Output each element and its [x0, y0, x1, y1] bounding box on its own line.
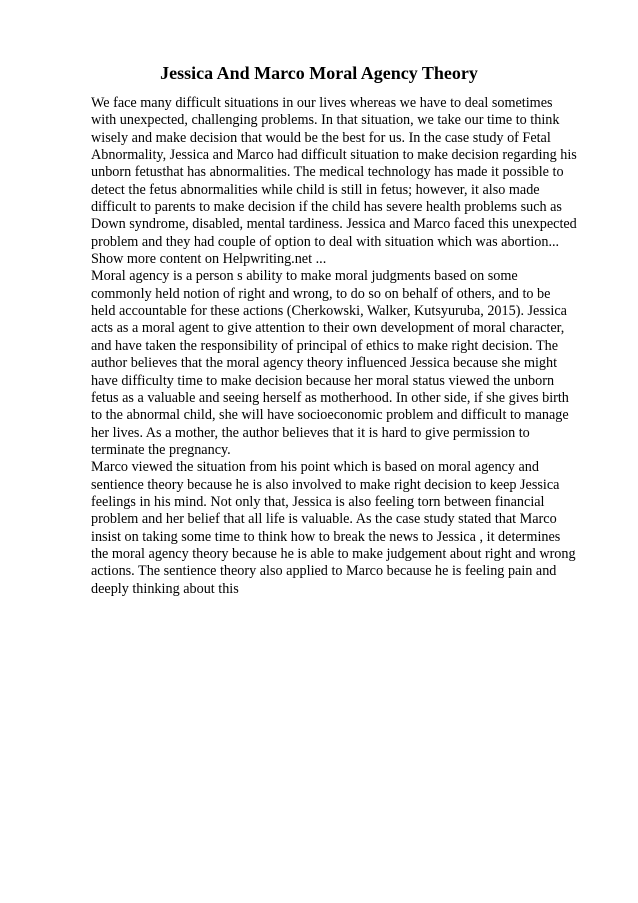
body-line: commonly held notion of right and wrong, to do so on behalf of others, and to be	[91, 285, 551, 302]
body-line: unborn fetusthat has abnormalities. The medical technology has made it possible to	[91, 164, 564, 181]
body-line: with unexpected, challenging problems. In that situation, we take our time to think	[91, 112, 560, 129]
body-line: actions. The sentience theory also applied to Marco because he is feeling pain and	[91, 563, 557, 580]
body-line: insist on taking some time to think how to break the news to Jessica , it determines	[91, 528, 561, 545]
body-line: Down syndrome, disabled, mental tardiness. Jessica and Marco faced this unexpected	[91, 216, 577, 233]
body-line: Marco viewed the situation from his point which is based on moral agency and	[91, 459, 539, 476]
body-line: problem and her belief that all life is valuable. As the case study stated that Marco	[91, 511, 557, 528]
body-line: fetus as a valuable and seeing herself as motherhood. In other side, if she gives birth	[91, 389, 569, 406]
body-line: author believes that the moral agency theory influenced Jessica because she might	[91, 355, 558, 372]
body-line: and have taken the responsibility of principal of ethics to make right decision. The	[91, 337, 559, 354]
document-body	[91, 95, 577, 598]
body-line: detect the fetus abnormalities while child is still in fetus; however, it also made	[91, 181, 540, 198]
show-more-link[interactable]: Show more content on Helpwriting.net ...	[91, 251, 327, 268]
body-line: problem and they had couple of option to deal with situation which was abortion...	[91, 233, 560, 250]
body-line: her lives. As a mother, the author believes that it is hard to give permission to	[91, 424, 530, 441]
body-line: held accountable for these actions (Cherkowski, Walker, Kutsyuruba, 2015). Jessica	[91, 303, 567, 320]
body-line: deeply thinking about this	[91, 580, 239, 597]
document-title: Jessica And Marco Moral Agency Theory	[160, 63, 478, 83]
body-line: Abnormality, Jessica and Marco had difficult situation to make decision regarding his	[91, 147, 577, 164]
body-line: sentience theory because he is also involved to make right decision to keep Jessica	[91, 476, 560, 493]
body-line: We face many difficult situations in our lives whereas we have to deal sometimes	[91, 95, 553, 111]
body-line: to the abnormal child, she will have socioeconomic problem and difficult to manage	[91, 407, 569, 424]
body-line: Moral agency is a person s ability to make moral judgments based on some	[91, 268, 518, 285]
body-line: acts as a moral agent to give attention to their own development of moral character,	[91, 320, 565, 337]
body-line: have difficulty time to make decision because her moral status viewed the unborn	[91, 372, 555, 389]
body-line: the moral agency theory because he is able to make judgement about right and wrong	[91, 545, 576, 562]
body-line: feelings in his mind. Not only that, Jessica is also feeling torn between financial	[91, 493, 545, 510]
body-line: wisely and make decision that would be the best for us. In the case study of Fetal	[91, 129, 551, 146]
body-line: terminate the pregnancy.	[91, 441, 231, 458]
body-line: difficult to parents to make decision if the child has severe health problems such as	[91, 199, 562, 216]
